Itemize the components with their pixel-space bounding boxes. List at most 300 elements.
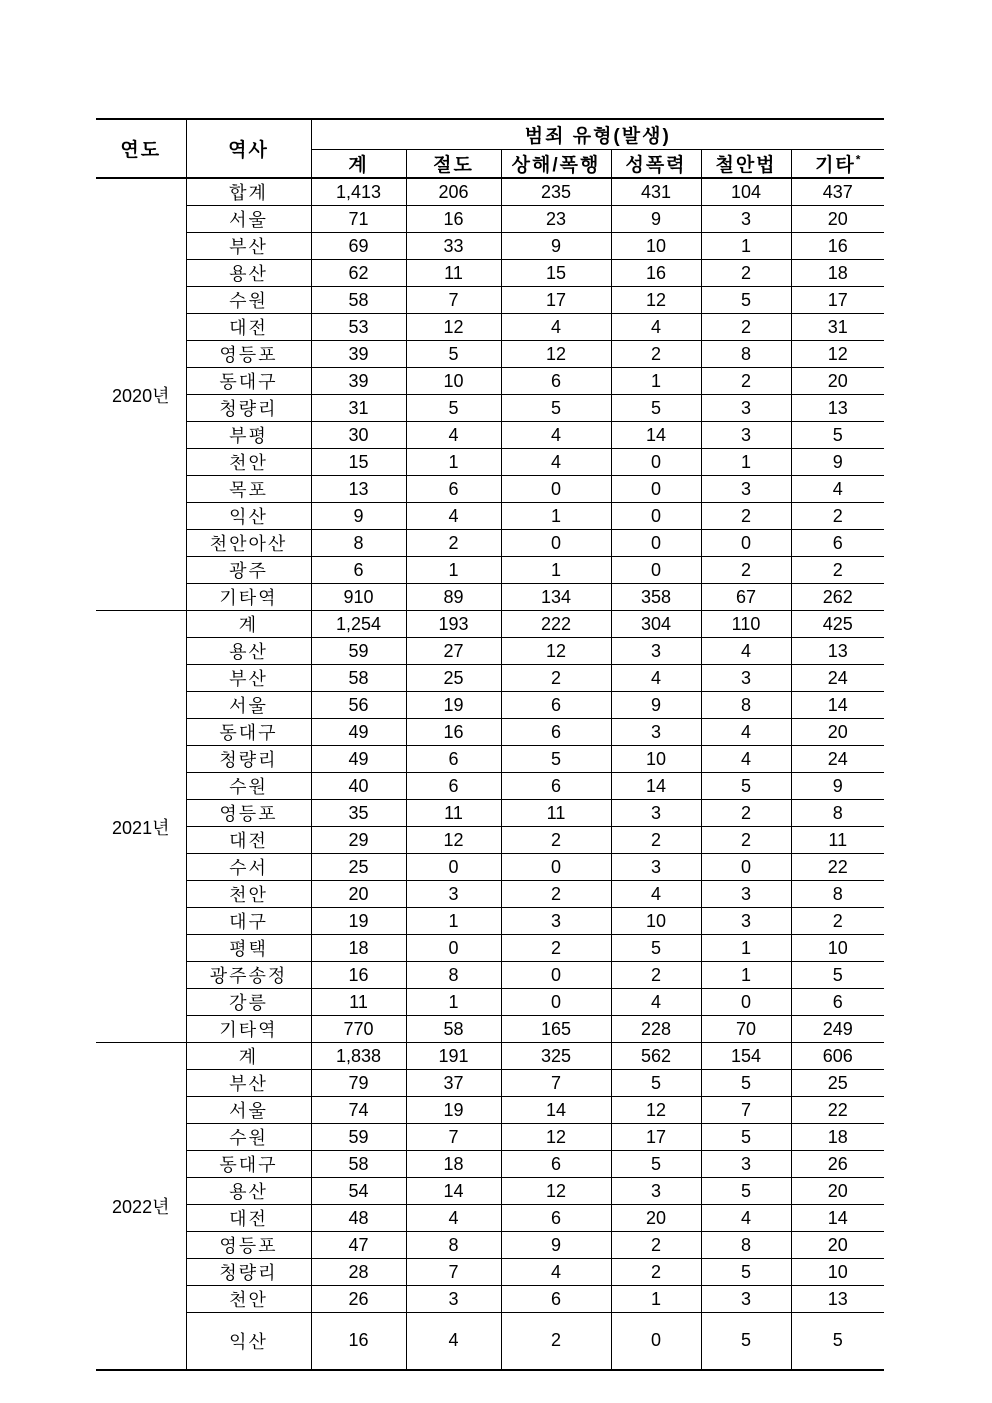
value-cell: 3	[701, 665, 791, 692]
value-cell: 0	[611, 530, 701, 557]
value-cell: 59	[311, 1124, 406, 1151]
value-cell: 7	[406, 1124, 501, 1151]
value-cell: 35	[311, 800, 406, 827]
value-cell: 0	[701, 854, 791, 881]
header-col-other-asterisk: *	[855, 152, 861, 167]
value-cell: 0	[406, 935, 501, 962]
value-cell: 6	[406, 746, 501, 773]
value-cell: 2	[611, 827, 701, 854]
value-cell: 5	[701, 1313, 791, 1370]
station-cell: 수원	[186, 773, 311, 800]
value-cell: 1,413	[311, 178, 406, 206]
station-cell: 대전	[186, 1205, 311, 1232]
value-cell: 24	[791, 665, 884, 692]
value-cell: 17	[501, 287, 611, 314]
value-cell: 0	[611, 476, 701, 503]
station-cell: 용산	[186, 260, 311, 287]
value-cell: 1	[701, 233, 791, 260]
table-row	[96, 1178, 884, 1205]
value-cell: 6	[501, 1286, 611, 1313]
value-cell: 4	[701, 638, 791, 665]
value-cell: 20	[611, 1205, 701, 1232]
station-cell: 강릉	[186, 989, 311, 1016]
value-cell: 8	[406, 1232, 501, 1259]
value-cell: 8	[406, 962, 501, 989]
value-cell: 9	[611, 206, 701, 233]
value-cell: 14	[611, 773, 701, 800]
crime-stats-table	[96, 118, 884, 1371]
value-cell: 56	[311, 692, 406, 719]
station-cell: 수원	[186, 1124, 311, 1151]
value-cell: 8	[791, 881, 884, 908]
value-cell: 165	[501, 1016, 611, 1043]
value-cell: 17	[611, 1124, 701, 1151]
table-row	[96, 1151, 884, 1178]
value-cell: 4	[611, 881, 701, 908]
value-cell: 53	[311, 314, 406, 341]
value-cell: 425	[791, 611, 884, 638]
value-cell: 358	[611, 584, 701, 611]
value-cell: 3	[701, 881, 791, 908]
value-cell: 437	[791, 178, 884, 206]
value-cell: 2	[501, 935, 611, 962]
value-cell: 67	[701, 584, 791, 611]
value-cell: 1	[406, 557, 501, 584]
value-cell: 206	[406, 178, 501, 206]
value-cell: 12	[501, 1178, 611, 1205]
value-cell: 2	[611, 1259, 701, 1286]
value-cell: 13	[791, 395, 884, 422]
table-row	[96, 178, 884, 206]
value-cell: 8	[791, 800, 884, 827]
value-cell: 27	[406, 638, 501, 665]
value-cell: 0	[406, 854, 501, 881]
value-cell: 74	[311, 1097, 406, 1124]
value-cell: 5	[406, 395, 501, 422]
value-cell: 3	[406, 1286, 501, 1313]
value-cell: 8	[701, 1232, 791, 1259]
station-cell: 영등포	[186, 800, 311, 827]
value-cell: 2	[611, 341, 701, 368]
value-cell: 606	[791, 1043, 884, 1070]
table-row	[96, 1286, 884, 1313]
value-cell: 29	[311, 827, 406, 854]
value-cell: 7	[501, 1070, 611, 1097]
value-cell: 3	[701, 206, 791, 233]
value-cell: 4	[406, 503, 501, 530]
table-row	[96, 260, 884, 287]
value-cell: 6	[501, 719, 611, 746]
year-cell: 2022년	[96, 1043, 186, 1370]
table-row	[96, 908, 884, 935]
table-row	[96, 341, 884, 368]
table-row	[96, 827, 884, 854]
station-cell: 수서	[186, 854, 311, 881]
value-cell: 3	[501, 908, 611, 935]
value-cell: 0	[501, 989, 611, 1016]
station-cell: 익산	[186, 503, 311, 530]
value-cell: 11	[311, 989, 406, 1016]
value-cell: 1	[701, 449, 791, 476]
value-cell: 22	[791, 854, 884, 881]
value-cell: 0	[611, 449, 701, 476]
value-cell: 4	[501, 1259, 611, 1286]
table-row	[96, 449, 884, 476]
value-cell: 4	[611, 989, 701, 1016]
value-cell: 4	[611, 314, 701, 341]
value-cell: 16	[611, 260, 701, 287]
value-cell: 1	[701, 935, 791, 962]
station-cell: 청량리	[186, 395, 311, 422]
station-cell: 계	[186, 1043, 311, 1070]
value-cell: 14	[791, 692, 884, 719]
value-cell: 262	[791, 584, 884, 611]
table-row	[96, 881, 884, 908]
value-cell: 5	[701, 773, 791, 800]
table-row	[96, 1205, 884, 1232]
value-cell: 235	[501, 178, 611, 206]
table-row	[96, 1043, 884, 1070]
value-cell: 4	[406, 1313, 501, 1370]
table-row	[96, 584, 884, 611]
value-cell: 25	[406, 665, 501, 692]
station-cell: 용산	[186, 1178, 311, 1205]
value-cell: 7	[406, 1259, 501, 1286]
value-cell: 12	[611, 287, 701, 314]
station-cell: 익산	[186, 1313, 311, 1370]
value-cell: 23	[501, 206, 611, 233]
value-cell: 12	[791, 341, 884, 368]
header-year: 연도	[96, 119, 186, 178]
value-cell: 89	[406, 584, 501, 611]
value-cell: 1	[701, 962, 791, 989]
table-row	[96, 638, 884, 665]
header-col-total: 계	[311, 149, 406, 178]
table-header	[96, 119, 884, 178]
station-cell: 대구	[186, 908, 311, 935]
value-cell: 5	[701, 1070, 791, 1097]
value-cell: 3	[701, 422, 791, 449]
value-cell: 1,254	[311, 611, 406, 638]
station-cell: 부평	[186, 422, 311, 449]
header-col-theft: 절도	[406, 149, 501, 178]
header-col-other	[791, 149, 884, 178]
value-cell: 2	[406, 530, 501, 557]
value-cell: 7	[701, 1097, 791, 1124]
value-cell: 16	[406, 206, 501, 233]
value-cell: 14	[406, 1178, 501, 1205]
table-row	[96, 503, 884, 530]
value-cell: 2	[791, 908, 884, 935]
table-row	[96, 989, 884, 1016]
header-crime-type-group: 범죄 유형(발생)	[311, 119, 884, 149]
value-cell: 910	[311, 584, 406, 611]
value-cell: 6	[406, 773, 501, 800]
value-cell: 1	[406, 989, 501, 1016]
value-cell: 12	[611, 1097, 701, 1124]
value-cell: 2	[701, 314, 791, 341]
value-cell: 222	[501, 611, 611, 638]
table-row	[96, 800, 884, 827]
value-cell: 5	[611, 1151, 701, 1178]
value-cell: 2	[791, 557, 884, 584]
year-cell: 2020년	[96, 178, 186, 611]
station-cell: 목포	[186, 476, 311, 503]
station-cell: 영등포	[186, 1232, 311, 1259]
value-cell: 0	[701, 530, 791, 557]
value-cell: 3	[406, 881, 501, 908]
value-cell: 9	[501, 1232, 611, 1259]
table-row	[96, 368, 884, 395]
value-cell: 5	[791, 962, 884, 989]
value-cell: 13	[311, 476, 406, 503]
header-col-assault: 상해/폭행	[501, 149, 611, 178]
value-cell: 18	[791, 260, 884, 287]
station-cell: 천안	[186, 1286, 311, 1313]
value-cell: 6	[406, 476, 501, 503]
value-cell: 3	[701, 1286, 791, 1313]
value-cell: 3	[701, 476, 791, 503]
value-cell: 193	[406, 611, 501, 638]
station-cell: 영등포	[186, 341, 311, 368]
table-row	[96, 314, 884, 341]
value-cell: 47	[311, 1232, 406, 1259]
value-cell: 5	[701, 1178, 791, 1205]
value-cell: 4	[701, 746, 791, 773]
station-cell: 청량리	[186, 1259, 311, 1286]
value-cell: 25	[311, 854, 406, 881]
value-cell: 4	[406, 1205, 501, 1232]
value-cell: 39	[311, 341, 406, 368]
header-col-other-label: 기타	[815, 154, 856, 176]
value-cell: 58	[406, 1016, 501, 1043]
table-row	[96, 1313, 884, 1370]
value-cell: 18	[406, 1151, 501, 1178]
value-cell: 0	[611, 503, 701, 530]
value-cell: 28	[311, 1259, 406, 1286]
station-cell: 천안아산	[186, 530, 311, 557]
value-cell: 0	[501, 530, 611, 557]
value-cell: 31	[311, 395, 406, 422]
value-cell: 24	[791, 746, 884, 773]
table-row	[96, 287, 884, 314]
value-cell: 49	[311, 719, 406, 746]
value-cell: 20	[791, 368, 884, 395]
station-cell: 동대구	[186, 719, 311, 746]
value-cell: 19	[311, 908, 406, 935]
value-cell: 5	[701, 287, 791, 314]
value-cell: 25	[791, 1070, 884, 1097]
value-cell: 11	[791, 827, 884, 854]
table-row	[96, 1259, 884, 1286]
value-cell: 48	[311, 1205, 406, 1232]
table-row	[96, 557, 884, 584]
value-cell: 58	[311, 665, 406, 692]
value-cell: 9	[501, 233, 611, 260]
value-cell: 4	[501, 422, 611, 449]
value-cell: 1	[406, 449, 501, 476]
station-cell: 대전	[186, 314, 311, 341]
value-cell: 20	[791, 206, 884, 233]
value-cell: 2	[701, 800, 791, 827]
station-cell: 수원	[186, 287, 311, 314]
station-cell: 계	[186, 611, 311, 638]
value-cell: 15	[311, 449, 406, 476]
value-cell: 228	[611, 1016, 701, 1043]
value-cell: 22	[791, 1097, 884, 1124]
station-cell: 광주송정	[186, 962, 311, 989]
value-cell: 13	[791, 638, 884, 665]
value-cell: 79	[311, 1070, 406, 1097]
value-cell: 6	[501, 773, 611, 800]
value-cell: 3	[701, 395, 791, 422]
value-cell: 3	[611, 800, 701, 827]
value-cell: 19	[406, 692, 501, 719]
station-cell: 청량리	[186, 746, 311, 773]
value-cell: 1,838	[311, 1043, 406, 1070]
value-cell: 17	[791, 287, 884, 314]
table-row	[96, 1016, 884, 1043]
value-cell: 10	[611, 746, 701, 773]
value-cell: 4	[501, 314, 611, 341]
value-cell: 10	[791, 1259, 884, 1286]
value-cell: 54	[311, 1178, 406, 1205]
table-row	[96, 476, 884, 503]
value-cell: 20	[791, 1178, 884, 1205]
value-cell: 18	[311, 935, 406, 962]
value-cell: 2	[611, 1232, 701, 1259]
value-cell: 16	[311, 962, 406, 989]
value-cell: 9	[311, 503, 406, 530]
value-cell: 16	[791, 233, 884, 260]
table-row	[96, 1124, 884, 1151]
table-row	[96, 935, 884, 962]
value-cell: 14	[501, 1097, 611, 1124]
value-cell: 12	[501, 638, 611, 665]
value-cell: 3	[611, 719, 701, 746]
station-cell: 평택	[186, 935, 311, 962]
value-cell: 5	[611, 1070, 701, 1097]
station-cell: 용산	[186, 638, 311, 665]
value-cell: 1	[501, 557, 611, 584]
value-cell: 191	[406, 1043, 501, 1070]
value-cell: 325	[501, 1043, 611, 1070]
value-cell: 2	[701, 503, 791, 530]
value-cell: 69	[311, 233, 406, 260]
value-cell: 20	[311, 881, 406, 908]
header-station: 역사	[186, 119, 311, 178]
value-cell: 14	[611, 422, 701, 449]
value-cell: 134	[501, 584, 611, 611]
value-cell: 5	[501, 395, 611, 422]
value-cell: 6	[311, 557, 406, 584]
value-cell: 4	[701, 1205, 791, 1232]
value-cell: 1	[501, 503, 611, 530]
value-cell: 15	[501, 260, 611, 287]
value-cell: 2	[611, 962, 701, 989]
value-cell: 6	[501, 692, 611, 719]
value-cell: 5	[701, 1259, 791, 1286]
value-cell: 12	[406, 314, 501, 341]
station-cell: 대전	[186, 827, 311, 854]
value-cell: 71	[311, 206, 406, 233]
table-row	[96, 233, 884, 260]
value-cell: 13	[791, 1286, 884, 1313]
value-cell: 6	[791, 989, 884, 1016]
table-row	[96, 692, 884, 719]
value-cell: 14	[791, 1205, 884, 1232]
table-row	[96, 773, 884, 800]
value-cell: 0	[701, 989, 791, 1016]
station-cell: 천안	[186, 449, 311, 476]
value-cell: 4	[791, 476, 884, 503]
table-row	[96, 665, 884, 692]
value-cell: 2	[501, 665, 611, 692]
value-cell: 2	[701, 557, 791, 584]
value-cell: 431	[611, 178, 701, 206]
value-cell: 4	[701, 719, 791, 746]
value-cell: 10	[611, 233, 701, 260]
value-cell: 26	[791, 1151, 884, 1178]
value-cell: 154	[701, 1043, 791, 1070]
value-cell: 20	[791, 1232, 884, 1259]
value-cell: 40	[311, 773, 406, 800]
table-row	[96, 422, 884, 449]
value-cell: 58	[311, 287, 406, 314]
value-cell: 18	[791, 1124, 884, 1151]
table-row	[96, 1232, 884, 1259]
value-cell: 0	[501, 962, 611, 989]
value-cell: 70	[701, 1016, 791, 1043]
value-cell: 2	[701, 827, 791, 854]
value-cell: 39	[311, 368, 406, 395]
value-cell: 4	[501, 449, 611, 476]
value-cell: 12	[501, 341, 611, 368]
value-cell: 4	[406, 422, 501, 449]
value-cell: 8	[701, 692, 791, 719]
value-cell: 11	[501, 800, 611, 827]
station-cell: 기타역	[186, 584, 311, 611]
value-cell: 10	[406, 368, 501, 395]
value-cell: 10	[791, 935, 884, 962]
value-cell: 9	[791, 449, 884, 476]
value-cell: 2	[501, 827, 611, 854]
value-cell: 3	[611, 638, 701, 665]
value-cell: 7	[406, 287, 501, 314]
value-cell: 1	[611, 1286, 701, 1313]
value-cell: 562	[611, 1043, 701, 1070]
station-cell: 기타역	[186, 1016, 311, 1043]
header-col-sexual-violence: 성폭력	[611, 149, 701, 178]
value-cell: 5	[501, 746, 611, 773]
station-cell: 서울	[186, 206, 311, 233]
table-row	[96, 719, 884, 746]
value-cell: 30	[311, 422, 406, 449]
value-cell: 12	[501, 1124, 611, 1151]
value-cell: 12	[406, 827, 501, 854]
value-cell: 3	[701, 1151, 791, 1178]
table-row	[96, 1070, 884, 1097]
value-cell: 2	[501, 881, 611, 908]
value-cell: 16	[406, 719, 501, 746]
value-cell: 4	[611, 665, 701, 692]
value-cell: 37	[406, 1070, 501, 1097]
table-row	[96, 206, 884, 233]
value-cell: 8	[701, 341, 791, 368]
value-cell: 62	[311, 260, 406, 287]
station-cell: 부산	[186, 233, 311, 260]
value-cell: 10	[611, 908, 701, 935]
